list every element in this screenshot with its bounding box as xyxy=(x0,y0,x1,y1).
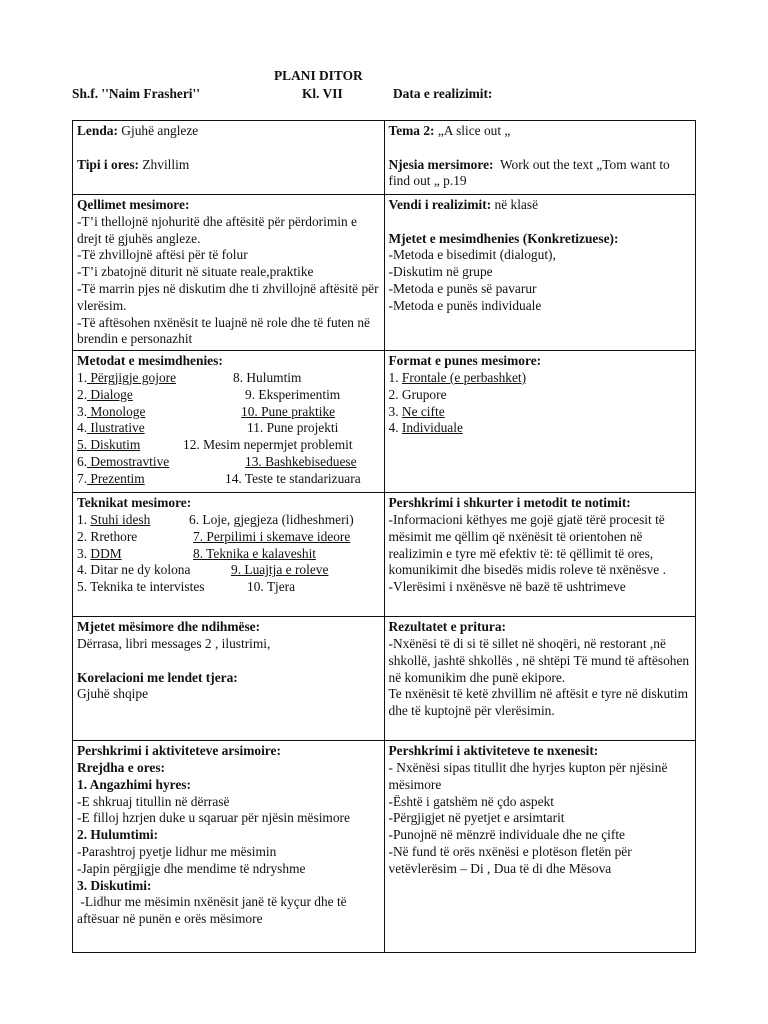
page-title: PLANI DITOR xyxy=(274,68,363,83)
list-item: -Parashtroj pyetje lidhur me mësimin xyxy=(77,843,277,859)
materials-cell xyxy=(73,617,385,741)
list-item: -Metoda e bisedimit (dialogut), xyxy=(388,247,556,263)
methods-cell xyxy=(73,351,385,493)
grading-method-cell xyxy=(384,493,696,617)
list-item: -Përgjigjet në pyetjet e arsimtarit xyxy=(388,810,565,826)
lesson-flow-label: Rrejdha e ores: xyxy=(77,759,166,775)
teaching-means-label: Mjetet e mesimdhenies (Konkretizuese): xyxy=(388,230,619,246)
list-item: -Të zhvillojnë aftësi për të folur xyxy=(77,247,248,263)
list-item: -Diskutim në grupe xyxy=(388,264,493,280)
list-item: -Është i gatshëm në çdo aspekt xyxy=(388,793,554,809)
list-item: 2. Dialoge 9. Eksperimentim xyxy=(77,386,341,402)
list-item: -Lidhur me mësimin nxënësit janë të kyçur dhe të aftësuar në punën e orës mësimore xyxy=(77,894,350,927)
list-item: 2. Rrethore 7. Perpilimi i skemave ideore xyxy=(77,528,351,544)
list-item: 4. Ditar ne dy kolona 9. Luajtja e roleve xyxy=(77,562,329,578)
methods-label: Metodat e mesimdhenies: xyxy=(77,353,223,369)
list-item: 2. Grupore xyxy=(388,386,447,402)
table-row xyxy=(73,617,696,741)
list-item: -T’i thellojnë njohuritë dhe aftësitë për përdorimin e drejt të gjuhës angleze. xyxy=(77,213,357,246)
list-item: 5. Diskutim 12. Mesim nepermjet problemit xyxy=(77,437,353,453)
work-forms-cell xyxy=(384,351,696,493)
list-item: 5. Teknika te intervistes 10. Tjera xyxy=(77,579,296,595)
list-item: 4. Ilustrative 11. Pune projekti xyxy=(77,420,339,436)
work-forms-label: Format e punes mesimore: xyxy=(388,353,542,369)
table-row xyxy=(73,195,696,351)
list-item: 1. Stuhi idesh 6. Loje, gjegjeza (lidheshmeri) xyxy=(77,511,354,527)
list-item: 3. DDM 8. Teknika e kalaveshit xyxy=(77,545,317,561)
list-item: 6. Demostravtive 13. Bashkebiseduese xyxy=(77,453,357,469)
list-item: -Metoda e punës së pavarur xyxy=(388,280,537,296)
topic-cell xyxy=(384,121,696,195)
list-item: 4. Individuale xyxy=(388,420,463,436)
list-item: 3. Ne cifte xyxy=(388,403,445,419)
teaching-unit-label: Njesia mersimore: xyxy=(388,156,494,172)
list-item: 7. Prezentim 14. Teste te standarizuara xyxy=(77,470,361,486)
list-item: -Të aftësohen nxënësit te luajnë në role dhe të futen në brendin e personazhit xyxy=(77,314,370,347)
table-row xyxy=(73,121,696,195)
location-cell xyxy=(384,195,696,351)
correlation-value: Gjuhë shqipe xyxy=(77,686,149,702)
subject-cell xyxy=(73,121,385,195)
section-heading: 3. Diskutimi: xyxy=(77,877,152,893)
student-activities-cell xyxy=(384,741,696,953)
list-item: -T’i zbatojnë diturit në situate reale,praktike xyxy=(77,264,314,280)
date-label: Data e realizimit: xyxy=(393,86,493,101)
techniques-cell xyxy=(73,493,385,617)
table-row xyxy=(73,493,696,617)
correlation-label: Korelacioni me lendet tjera: xyxy=(77,669,238,685)
school-name: Sh.f. ''Naim Frasheri'' xyxy=(72,86,200,101)
topic-label: Tema 2: xyxy=(388,123,435,138)
list-item: -Të marrin pjes në diskutim dhe ti zhvillojnë aftësitë për vlerësim. xyxy=(77,280,379,313)
topic-value: „A slice out „ xyxy=(437,123,511,138)
objectives-cell xyxy=(73,195,385,351)
location-value: në klasë xyxy=(494,197,539,212)
expected-results-cell xyxy=(384,617,696,741)
list-item: -Informacioni këthyes me gojë gjatë tërë procesit të mësimit me qëllim që nxënësit të orientohen në realizimin e tyre më efektiv të: të qëllimit të ores, komunikimit dhe bisedës midis roleve të nxënësve . xyxy=(388,511,666,578)
grading-method-label: Pershkrimi i shkurter i metodit te notimit: xyxy=(388,495,631,511)
list-item: Te nxënësit të ketë zhvillim në aftësit e tyre në diskutim dhe të kuptojnë për vlerësimin. xyxy=(388,686,689,719)
list-item: -Vlerësimi i nxënësve në bazë të ushtrimeve xyxy=(388,579,626,595)
teaching-unit-value: Work out the text „Tom want to find out „ p.19 xyxy=(388,156,670,189)
list-item: -Japin përgjigje dhe mendime të ndryshme xyxy=(77,860,306,876)
lesson-type-label: Tipi i ores: xyxy=(77,156,140,172)
list-item: -Punojnë në mënzrë individuale dhe ne çifte xyxy=(388,827,625,843)
subject-label: Lenda: xyxy=(77,123,118,138)
student-activities-label: Pershkrimi i aktiviteteve te nxenesit: xyxy=(388,743,599,759)
techniques-label: Teknikat mesimore: xyxy=(77,495,192,511)
teacher-activities-cell xyxy=(73,741,385,953)
table-row xyxy=(73,741,696,953)
list-item: -Metoda e punës individuale xyxy=(388,297,542,313)
list-item: -Nxënësi të di si të sillet në shoqëri, në restorant ,në shkollë, jashtë shkollës , në shtëpi Të mund të aftësohen në komunikim dhe punë ekipore. xyxy=(388,635,690,685)
lesson-plan-table xyxy=(72,120,696,953)
section-heading: 1. Angazhimi hyres: xyxy=(77,776,191,792)
materials-value: Dërrasa, libri messages 2 , ilustrimi, xyxy=(77,635,271,651)
lesson-type-value: Zhvillim xyxy=(142,156,190,172)
list-item: -E filloj hzrjen duke u sqaruar për njësin mësimore xyxy=(77,810,350,826)
list-item: - Nxënësi sipas titullit dhe hyrjes kupton për njësinë mësimore xyxy=(388,759,668,792)
list-item: -E shkruaj titullin në dërrasë xyxy=(77,793,230,809)
section-heading: 2. Hulumtimi: xyxy=(77,827,159,843)
teacher-activities-label: Pershkrimi i aktiviteteve arsimoire: xyxy=(77,743,281,759)
location-label: Vendi i realizimit: xyxy=(388,197,492,212)
list-item: 1. Përgjigje gojore 8. Hulumtim xyxy=(77,369,302,385)
objectives-label: Qellimet mesimore: xyxy=(77,197,190,212)
subject-value: Gjuhë angleze xyxy=(121,123,199,138)
class-label: Kl. VII xyxy=(302,86,343,101)
materials-label: Mjetet mësimore dhe ndihmëse: xyxy=(77,619,261,635)
list-item: 1. Frontale (e perbashket) xyxy=(388,369,527,385)
expected-results-label: Rezultatet e pritura: xyxy=(388,619,506,635)
table-row xyxy=(73,351,696,493)
list-item: 3. Monologe 10. Pune praktike xyxy=(77,403,336,419)
list-item: -Në fund të orës nxënësi e plotëson fletën për vetëvlerësim – Di , Dua të di dhe Mësova xyxy=(388,843,632,876)
